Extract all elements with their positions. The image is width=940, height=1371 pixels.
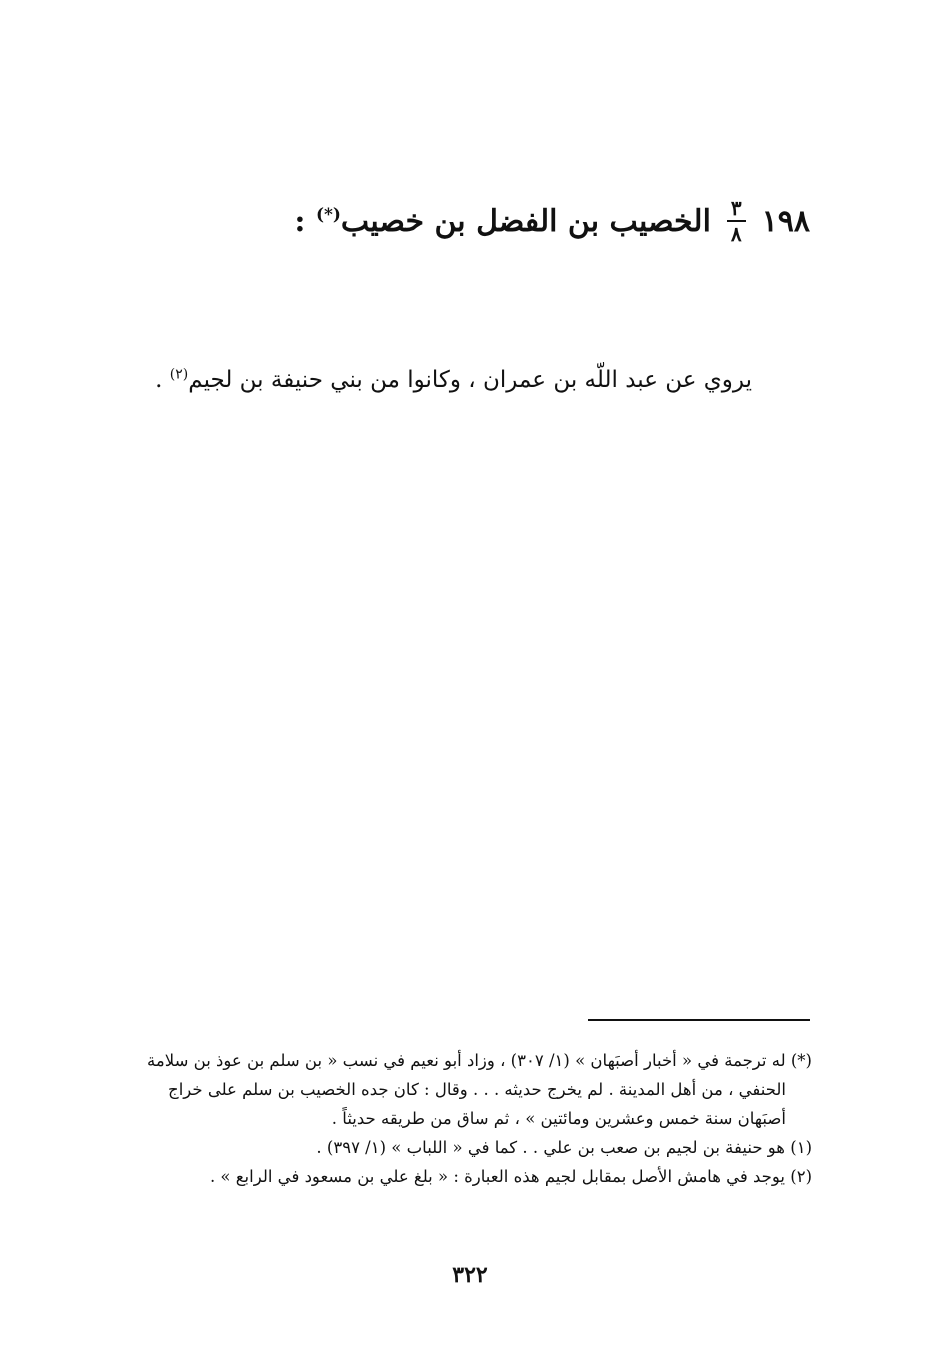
entry-number: ١٩٨: [761, 203, 810, 239]
footnote-line: (*) له ترجمة في « أخبار أصبَهان » (١/ ٣٠٧) ، وزاد أبو نعيم في نسب « بن سلم بن عوذ بن سلامة: [147, 1051, 812, 1070]
page-number: ٣٢٢: [452, 1262, 488, 1288]
fraction-denominator: ٨: [730, 222, 742, 246]
entry-name-text: الخصيب بن الفضل بن خصيب: [340, 203, 711, 239]
entry-colon: :: [294, 203, 306, 239]
footnote-line: (١) هو حنيفة بن لجيم بن صعب بن علي . . كما في « اللباب » (١/ ٣٩٧) .: [316, 1138, 812, 1157]
footnote-divider: [588, 1019, 810, 1021]
fraction-numerator: ٣: [727, 198, 746, 222]
footnotes: [102, 1046, 812, 1191]
entry-heading: [120, 198, 810, 244]
entry-fraction: [727, 198, 746, 244]
footnote-line: أصبَهان سنة خمس وعشرين ومائتين » ، ثم ساق من طريقه حديثاً .: [331, 1109, 786, 1128]
footnote-line: (٢) يوجد في هامش الأصل بمقابل لجيم هذه العبارة : « بلغ علي بن مسعود في الرابع » .: [209, 1167, 812, 1186]
body-text: يروي عن عبد اللّه بن عمران ، وكانوا من بني حنيفة بن لجيم: [188, 367, 752, 393]
body-period: .: [155, 367, 163, 393]
entry-name: [294, 204, 711, 239]
entry-body: [120, 362, 752, 399]
entry-footnote-marker: (*): [315, 204, 341, 225]
body-footnote-marker: (٢): [169, 366, 189, 383]
footnote-line: الحنفي ، من أهل المدينة . لم يخرج حديثه . . . وقال : كان جده الخصيب بن سلم على خراج: [168, 1080, 786, 1099]
